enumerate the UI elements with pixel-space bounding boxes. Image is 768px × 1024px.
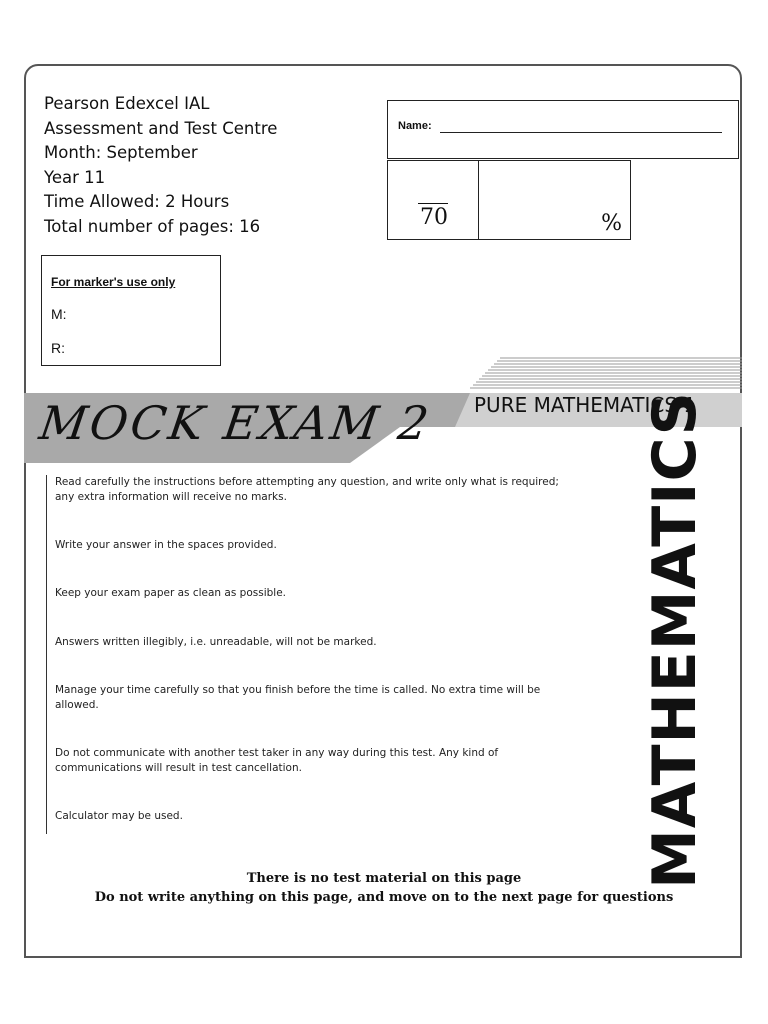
instruction-item: Calculator may be used. bbox=[55, 810, 183, 822]
instruction-item: Read carefully the instructions before attempting any question, and write only what is required; any extra information will receive no marks. bbox=[55, 476, 559, 503]
score-fraction-bar bbox=[418, 203, 448, 204]
marker-r-label: R: bbox=[51, 340, 65, 356]
footer-line-2: Do not write anything on this page, and move on to the next page for questions bbox=[94, 890, 674, 905]
instruction-item: Answers written illegibly, i.e. unreadable, will not be marked. bbox=[55, 636, 377, 648]
subject-title: PURE MATHEMATICS 1 bbox=[474, 393, 697, 417]
percent-sign: % bbox=[601, 211, 622, 236]
header-line: Time Allowed: 2 Hours bbox=[44, 192, 230, 211]
name-label: Name: bbox=[398, 120, 432, 132]
page-footer bbox=[0, 869, 768, 907]
instruction-item: Manage your time carefully so that you finish before the time is called. No extra time will be allowed. bbox=[55, 684, 541, 711]
marker-box-title: For marker's use only bbox=[51, 275, 176, 289]
marker-m-label: M: bbox=[51, 306, 67, 322]
name-write-line[interactable] bbox=[440, 132, 722, 133]
header-line: Total number of pages: 16 bbox=[44, 216, 261, 236]
header-line: Month: September bbox=[44, 143, 198, 162]
banner-stripes bbox=[470, 358, 742, 388]
instruction-item: Keep your exam paper as clean as possible. bbox=[55, 587, 286, 599]
header-line: Year 11 bbox=[44, 167, 106, 187]
footer-line-1: There is no test material on this page bbox=[246, 871, 522, 886]
score-total: 70 bbox=[420, 205, 448, 230]
marker-use-box bbox=[41, 255, 221, 366]
score-box bbox=[387, 160, 479, 240]
instruction-item: Do not communicate with another test taker in any way during this test. Any kind of communications will result in test cancellation. bbox=[55, 747, 499, 774]
exam-title: MOCK EXAM 2 bbox=[36, 396, 435, 450]
instruction-item: Write your answer in the spaces provided. bbox=[55, 539, 277, 551]
exam-header-info bbox=[44, 92, 277, 239]
vertical-subject-title: MATHEMATICS bbox=[640, 391, 710, 889]
percentage-box bbox=[478, 160, 631, 240]
instructions-list bbox=[46, 475, 577, 834]
name-field-box[interactable] bbox=[387, 100, 739, 159]
header-line: Assessment and Test Centre bbox=[44, 118, 278, 138]
header-line: Pearson Edexcel IAL bbox=[44, 94, 210, 113]
